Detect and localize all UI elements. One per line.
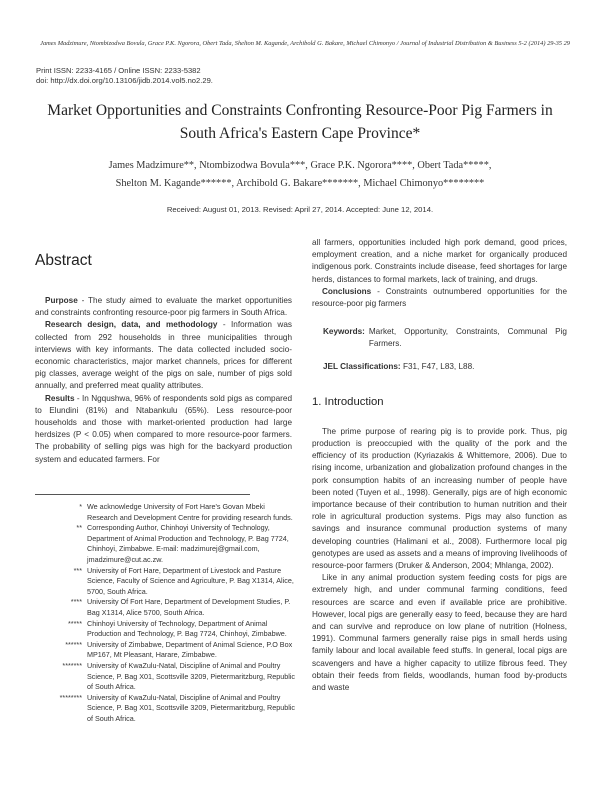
intro-paragraph-1: The prime purpose of rearing pig is to provide pork. Thus, pig production is preoccupied with the quality of the pork and the efficiency of its production (Kyriazakis & Whittemore, 2006). Due to rising income, urbanization and globalization profound changes in the pork consumption habits of an increasing number of people have been noted (Tuyen et al., 1998). Generally, pigs are of high economic importance because of their contribution to human nutrition and their role in agricultural production systems. Pigs may also function as savings and insurance communal production systems of many developing countries (Halimani et al., 2008). Furthermore local pig genotypes are used as assets and a means of improving livelihoods of resource-poor farmers (Druker & Anderson, 2004; Mhlanga, 2002). [312, 426, 567, 571]
title-line-1: Market Opportunities and Constraints Confronting Resource-Poor Pig Farmers in [47, 102, 553, 119]
abstract-conclusions [312, 286, 567, 310]
design-text: - Information was collected from 292 households in three municipalities through interviews with key informants. The data collected included socio-economic characteristics, major market channels, prices for different pig classes, average weight of the pigs on sale, number of pigs sold annually, and preferred meat quality attributes. [35, 320, 292, 391]
jel-text: F31, F47, L83, L88. [400, 361, 475, 371]
purpose-label: Purpose [45, 296, 78, 305]
footnote-mark: ******** [59, 692, 82, 702]
footnote-item [38, 566, 296, 598]
footnote-mark: ***** [68, 618, 82, 628]
jel-label: JEL Classifications: [323, 361, 401, 371]
abstract-results [35, 393, 292, 466]
purpose-text: - The study aimed to evaluate the market opportunities and constraints confronting resource-poor pig farmers in South Africa. [35, 296, 292, 318]
keywords [312, 326, 567, 350]
authors-line-1: James Madzimure**, Ntombizodwa Bovula***, Grace P.K. Ngorora****, Obert Tada*****, [108, 160, 492, 171]
footnote-mark: *** [73, 565, 82, 575]
footnote-text: Corresponding Author, Chinhoyi University of Technology, Department of Animal Production and Technology, P. Bag 7724, Chinhoyi, Zimbabwe. E-mail: madzimurej@gmail.com, jmadzimure@cut.ac.zw. [87, 523, 289, 564]
footnote-item [38, 523, 296, 565]
footnote-mark: ****** [65, 639, 82, 649]
right-column [312, 237, 567, 694]
doi-line: doi: http://dx.doi.org/10.13106/jidb.2014.vol5.no2.29. [36, 76, 213, 85]
footnote-text: University of KwaZulu-Natal, Discipline of Animal and Poultry Science, P. Bag X01, Scottsville 3209, Pietermaritzburg, Republic of South Africa. [87, 660, 296, 692]
footnote-divider [35, 494, 250, 495]
footnote-text: We acknowledge University of Fort Hare's Govan Mbeki Research and Development Centre for providing research funds. [87, 502, 293, 522]
footnote-text: Chinhoyi University of Technology, Department of Animal Production and Technology, P. Bag 7724, Chinhoyi, Zimbabwe. [87, 618, 287, 639]
results-label: Results [45, 393, 75, 403]
footnote-item [38, 619, 296, 640]
abstract-purpose [35, 295, 292, 319]
keywords-text: Market, Opportunity, Constraints, Communal Pig Farmers. [368, 327, 567, 349]
left-column [35, 252, 292, 466]
footnote-mark: ******* [62, 660, 82, 670]
footnote-item [38, 640, 296, 661]
abstract-design [35, 319, 292, 392]
running-head: James Madzimure, Ntombizodwa Bovula, Grace P.K. Ngorora, Obert Tada, Shelton M. Kagande, Archibold G. Bakare, Michael Chimonyo / Journal of Industrial Distribution & Business 5-2 (2014) 29-35 29 [40, 40, 570, 47]
footnote-mark: * [79, 502, 82, 511]
footnote-item [38, 693, 296, 725]
issn-block [36, 66, 213, 86]
footnote-mark: ** [76, 523, 82, 533]
footnote-mark: **** [70, 597, 82, 607]
conclusions-text: - Constraints outnumbered opportunities for the resource-poor pig farmers [312, 286, 567, 309]
author-list [36, 157, 564, 193]
intro-paragraph-2: Like in any animal production system feeding costs for pigs are extremely high, and under communal farming conditions, feed resources are scarce and even if available price are prohibitive. However, local pigs are generally easy to feed, because they are hard and can survive and reproduce on low plane of nutrition (Holness, 1991). Communal farmers generally raise pigs in small herds using family labour and local available feed stuffs. In general, local pigs are scavengers and have a higher capacity to utilize fibrous feed. They obtain their feeds from fields, woodlands, human food by-products and waste [312, 573, 567, 693]
issn-line: Print ISSN: 2233-4165 / Online ISSN: 2233-5382 [36, 66, 201, 75]
footnote-text: University of Zimbabwe, Department of Animal Science, P.O Box MP167, Mt Pleasant, Harare, Zimbabwe. [87, 639, 293, 660]
conclusions-label: Conclusions [322, 286, 372, 296]
jel-classifications [312, 361, 567, 373]
title-line-2: South Africa's Eastern Cape Province* [179, 125, 421, 142]
footnote-text: University of KwaZulu-Natal, Discipline of Animal and Poultry Science, P. Bag X01, Scottsville 3209, Pietermaritzburg, Republic of South Africa. [87, 692, 296, 723]
keywords-label: Keywords: [323, 327, 365, 337]
introduction-heading: 1. Introduction [312, 395, 384, 408]
abstract-heading: Abstract [35, 252, 92, 269]
paper-title [36, 99, 564, 145]
footnote-item [38, 502, 296, 523]
results-text: - In Ngqushwa, 96% of respondents sold pigs as compared to Elundini (81%) and Ntabankulu (65%). Less resource-poor households and those with market-oriented production had large herdsizes (P < 0.05) when compared to more resource-poor farmers. The probability of selling pigs was high for the backyard production system and educated farmers. For [35, 393, 292, 464]
authors-line-2: Shelton M. Kagande******, Archibold G. Bakare*******, Michael Chimonyo******** [115, 178, 485, 189]
received-dates: Received: August 01, 2013. Revised: April 27, 2014. Accepted: June 12, 2014. [166, 205, 434, 214]
footnotes [38, 502, 296, 724]
abstract-results-continued: all farmers, opportunities included high pork demand, good prices, employment creation, and a niche market for organically produced indigenous pork. Constraints include disease, feed shortages for large herds, distances to formal markets, lack of training, and drugs. [312, 238, 567, 284]
footnote-text: University of Fort Hare, Department of Livestock and Pasture Science, Faculty of Science and Agriculture, P. Bag X1314, Alice, 5700, South Africa. [87, 565, 294, 596]
footnote-item [38, 597, 296, 618]
footnote-item [38, 661, 296, 693]
footnote-text: University Of Fort Hare, Department of Development Studies, P. Bag X1314, Alice 5700, South Africa. [87, 597, 291, 617]
design-label: Research design, data, and methodology [45, 320, 218, 330]
